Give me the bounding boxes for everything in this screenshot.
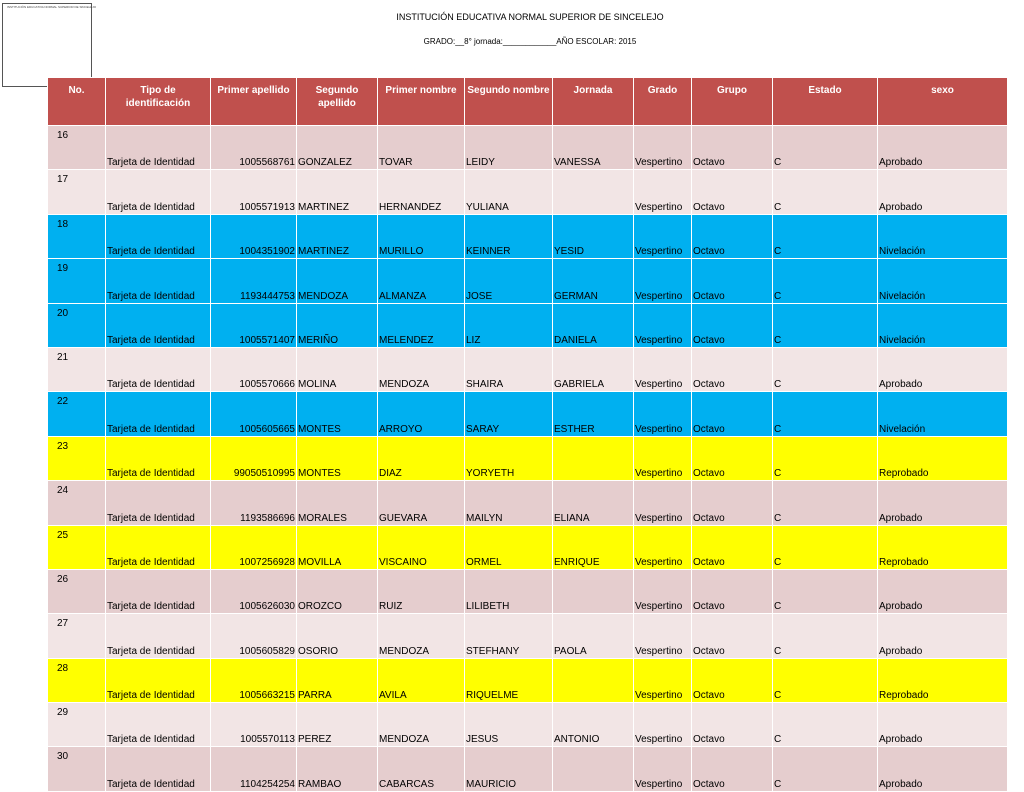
- table-row: [48, 658, 1008, 702]
- cell-jornada: Vespertino: [634, 303, 692, 347]
- cell-jornada: Vespertino: [634, 170, 692, 214]
- cell-id: 1005571913: [211, 170, 297, 214]
- cell-id: 1193586696: [211, 481, 297, 525]
- cell-grupo: C: [773, 170, 878, 214]
- cell-id: 1005570666: [211, 347, 297, 391]
- cell-grado: Octavo: [692, 347, 773, 391]
- cell-segundo-nombre: GERMAN: [553, 259, 634, 303]
- cell-id: 1104254254: [211, 747, 297, 791]
- cell-id: 1193444753: [211, 259, 297, 303]
- cell-id: 1005571407: [211, 303, 297, 347]
- cell-primer-apellido: MARTINEZ: [297, 214, 378, 258]
- cell-estado: Aprobado: [878, 569, 1008, 613]
- cell-no: 20: [48, 303, 106, 347]
- cell-segundo-nombre: [553, 569, 634, 613]
- cell-estado: Aprobado: [878, 170, 1008, 214]
- cell-no: 27: [48, 614, 106, 658]
- cell-tipo: Tarjeta de Identidad: [106, 347, 211, 391]
- cell-segundo-nombre: [553, 170, 634, 214]
- table-header-row: [48, 78, 1008, 126]
- cell-estado: Aprobado: [878, 703, 1008, 747]
- cell-estado: Aprobado: [878, 747, 1008, 791]
- cell-primer-nombre: SHAIRA: [465, 347, 553, 391]
- cell-jornada: Vespertino: [634, 525, 692, 569]
- cell-grupo: C: [773, 436, 878, 480]
- cell-no: 17: [48, 170, 106, 214]
- cell-jornada: Vespertino: [634, 392, 692, 436]
- cell-tipo: Tarjeta de Identidad: [106, 436, 211, 480]
- cell-grupo: C: [773, 259, 878, 303]
- cell-primer-nombre: LIZ: [465, 303, 553, 347]
- cell-segundo-apellido: RUIZ: [378, 569, 465, 613]
- cell-grupo: C: [773, 703, 878, 747]
- cell-segundo-nombre: [553, 436, 634, 480]
- cell-grupo: C: [773, 525, 878, 569]
- cell-id: 1005570113: [211, 703, 297, 747]
- column-header-grupo: Grupo: [692, 78, 773, 126]
- cell-grado: Octavo: [692, 703, 773, 747]
- cell-primer-nombre: MAURICIO: [465, 747, 553, 791]
- cell-jornada: Vespertino: [634, 481, 692, 525]
- cell-id: 1005568761: [211, 126, 297, 170]
- cell-primer-nombre: LEIDY: [465, 126, 553, 170]
- cell-estado: Nivelación: [878, 259, 1008, 303]
- cell-tipo: Tarjeta de Identidad: [106, 658, 211, 702]
- cell-no: 23: [48, 436, 106, 480]
- cell-segundo-apellido: MELENDEZ: [378, 303, 465, 347]
- cell-primer-nombre: ORMEL: [465, 525, 553, 569]
- cell-no: 18: [48, 214, 106, 258]
- cell-jornada: Vespertino: [634, 569, 692, 613]
- cell-segundo-nombre: GABRIELA: [553, 347, 634, 391]
- table-row: [48, 747, 1008, 791]
- cell-id: 99050510995: [211, 436, 297, 480]
- cell-no: 29: [48, 703, 106, 747]
- cell-tipo: Tarjeta de Identidad: [106, 525, 211, 569]
- cell-no: 28: [48, 658, 106, 702]
- cell-grado: Octavo: [692, 126, 773, 170]
- cell-primer-apellido: MENDOZA: [297, 259, 378, 303]
- cell-segundo-nombre: [553, 747, 634, 791]
- cell-jornada: Vespertino: [634, 703, 692, 747]
- cell-grado: Octavo: [692, 214, 773, 258]
- cell-id: 1004351902: [211, 214, 297, 258]
- cell-no: 25: [48, 525, 106, 569]
- cell-primer-nombre: MAILYN: [465, 481, 553, 525]
- cell-segundo-nombre: PAOLA: [553, 614, 634, 658]
- cell-estado: Aprobado: [878, 481, 1008, 525]
- cell-jornada: Vespertino: [634, 126, 692, 170]
- cell-segundo-nombre: ESTHER: [553, 392, 634, 436]
- cell-estado: Nivelación: [878, 392, 1008, 436]
- table-row: [48, 436, 1008, 480]
- cell-estado: Aprobado: [878, 126, 1008, 170]
- cell-segundo-nombre: YESID: [553, 214, 634, 258]
- cell-segundo-apellido: HERNANDEZ: [378, 170, 465, 214]
- cell-primer-apellido: GONZALEZ: [297, 126, 378, 170]
- cell-segundo-apellido: MURILLO: [378, 214, 465, 258]
- cell-primer-apellido: MARTINEZ: [297, 170, 378, 214]
- column-header-segundo-apellido: Segundo apellido: [297, 78, 378, 126]
- cell-grado: Octavo: [692, 658, 773, 702]
- cell-primer-nombre: YULIANA: [465, 170, 553, 214]
- document-title: INSTITUCIÓN EDUCATIVA NORMAL SUPERIOR DE SINCELEJO: [396, 12, 664, 22]
- table-row: [48, 126, 1008, 170]
- cell-segundo-apellido: VISCAINO: [378, 525, 465, 569]
- cell-primer-apellido: PEREZ: [297, 703, 378, 747]
- cell-no: 24: [48, 481, 106, 525]
- cell-jornada: Vespertino: [634, 347, 692, 391]
- cell-grado: Octavo: [692, 481, 773, 525]
- cell-grado: Octavo: [692, 569, 773, 613]
- cell-segundo-nombre: ELIANA: [553, 481, 634, 525]
- cell-grupo: C: [773, 569, 878, 613]
- cell-segundo-apellido: CABARCAS: [378, 747, 465, 791]
- column-header-sexo: sexo: [878, 78, 1008, 126]
- cell-grado: Octavo: [692, 259, 773, 303]
- cell-estado: Reprobado: [878, 658, 1008, 702]
- cell-segundo-nombre: DANIELA: [553, 303, 634, 347]
- cell-segundo-apellido: AVILA: [378, 658, 465, 702]
- cell-id: 1005605829: [211, 614, 297, 658]
- cell-estado: Reprobado: [878, 525, 1008, 569]
- cell-segundo-apellido: MENDOZA: [378, 703, 465, 747]
- cell-grado: Octavo: [692, 392, 773, 436]
- table-row: [48, 170, 1008, 214]
- cell-no: 21: [48, 347, 106, 391]
- cell-primer-apellido: RAMBAO: [297, 747, 378, 791]
- cell-grupo: C: [773, 303, 878, 347]
- cell-no: 19: [48, 259, 106, 303]
- cell-jornada: Vespertino: [634, 658, 692, 702]
- cell-segundo-nombre: ANTONIO: [553, 703, 634, 747]
- cell-no: 16: [48, 126, 106, 170]
- cell-grupo: C: [773, 747, 878, 791]
- cell-estado: Nivelación: [878, 303, 1008, 347]
- cell-id: 1005626030: [211, 569, 297, 613]
- cell-no: 22: [48, 392, 106, 436]
- cell-jornada: Vespertino: [634, 436, 692, 480]
- cell-tipo: Tarjeta de Identidad: [106, 392, 211, 436]
- cell-estado: Reprobado: [878, 436, 1008, 480]
- cell-primer-apellido: MERIÑO: [297, 303, 378, 347]
- cell-tipo: Tarjeta de Identidad: [106, 614, 211, 658]
- cell-no: 26: [48, 569, 106, 613]
- cell-primer-nombre: LILIBETH: [465, 569, 553, 613]
- cell-jornada: Vespertino: [634, 214, 692, 258]
- cell-jornada: Vespertino: [634, 259, 692, 303]
- table-row: [48, 347, 1008, 391]
- cell-segundo-apellido: ARROYO: [378, 392, 465, 436]
- cell-segundo-apellido: ALMANZA: [378, 259, 465, 303]
- column-header-grado: Grado: [634, 78, 692, 126]
- cell-segundo-apellido: GUEVARA: [378, 481, 465, 525]
- cell-no: 30: [48, 747, 106, 791]
- cell-grado: Octavo: [692, 303, 773, 347]
- cell-grado: Octavo: [692, 614, 773, 658]
- cell-segundo-apellido: TOVAR: [378, 126, 465, 170]
- cell-primer-apellido: OROZCO: [297, 569, 378, 613]
- cell-primer-apellido: MONTES: [297, 436, 378, 480]
- table-row: [48, 259, 1008, 303]
- cell-tipo: Tarjeta de Identidad: [106, 303, 211, 347]
- cell-grupo: C: [773, 614, 878, 658]
- cell-tipo: Tarjeta de Identidad: [106, 703, 211, 747]
- column-header-segundo-nombre: Segundo nombre: [465, 78, 553, 126]
- cell-grupo: C: [773, 658, 878, 702]
- cell-jornada: Vespertino: [634, 614, 692, 658]
- cell-grupo: C: [773, 392, 878, 436]
- cell-primer-apellido: MOVILLA: [297, 525, 378, 569]
- cell-primer-nombre: JESUS: [465, 703, 553, 747]
- cell-jornada: Vespertino: [634, 747, 692, 791]
- cell-primer-nombre: SARAY: [465, 392, 553, 436]
- cell-id: 1007256928: [211, 525, 297, 569]
- column-header-primer-apellido: Primer apellido: [211, 78, 297, 126]
- cell-estado: Aprobado: [878, 347, 1008, 391]
- logo-box: [2, 3, 97, 87]
- cell-primer-nombre: YORYETH: [465, 436, 553, 480]
- table-row: [48, 614, 1008, 658]
- cell-grupo: C: [773, 481, 878, 525]
- cell-segundo-nombre: VANESSA: [553, 126, 634, 170]
- cell-grado: Octavo: [692, 525, 773, 569]
- cell-segundo-apellido: MENDOZA: [378, 347, 465, 391]
- cell-grupo: C: [773, 126, 878, 170]
- table-row: [48, 214, 1008, 258]
- cell-primer-apellido: MORALES: [297, 481, 378, 525]
- cell-grupo: C: [773, 347, 878, 391]
- logo-caption: INSTITUCIÓN EDUCATIVA NORMAL SUPERIOR DE SINCELEJO: [7, 5, 97, 9]
- cell-id: 1005663215: [211, 658, 297, 702]
- cell-primer-nombre: STEFHANY: [465, 614, 553, 658]
- column-header-tipo: Tipo de identificación: [106, 78, 211, 126]
- cell-grupo: C: [773, 214, 878, 258]
- document-subtitle: GRADO:__8° jornada:____________AÑO ESCOLAR: 2015: [423, 37, 637, 46]
- cell-grado: Octavo: [692, 170, 773, 214]
- cell-estado: Nivelación: [878, 214, 1008, 258]
- cell-segundo-nombre: ENRIQUE: [553, 525, 634, 569]
- table-row: [48, 525, 1008, 569]
- cell-tipo: Tarjeta de Identidad: [106, 569, 211, 613]
- cell-tipo: Tarjeta de Identidad: [106, 747, 211, 791]
- table-row: [48, 392, 1008, 436]
- cell-primer-nombre: JOSE: [465, 259, 553, 303]
- cell-estado: Aprobado: [878, 614, 1008, 658]
- column-header-primer-nombre: Primer nombre: [378, 78, 465, 126]
- table-row: [48, 703, 1008, 747]
- cell-tipo: Tarjeta de Identidad: [106, 126, 211, 170]
- cell-primer-apellido: MONTES: [297, 392, 378, 436]
- cell-grado: Octavo: [692, 436, 773, 480]
- cell-primer-apellido: PARRA: [297, 658, 378, 702]
- cell-segundo-nombre: [553, 658, 634, 702]
- column-header-jornada: Jornada: [553, 78, 634, 126]
- cell-id: 1005605665: [211, 392, 297, 436]
- cell-tipo: Tarjeta de Identidad: [106, 214, 211, 258]
- table-row: [48, 569, 1008, 613]
- table-row: [48, 303, 1008, 347]
- column-header-estado: Estado: [773, 78, 878, 126]
- cell-grado: Octavo: [692, 747, 773, 791]
- cell-tipo: Tarjeta de Identidad: [106, 170, 211, 214]
- cell-tipo: Tarjeta de Identidad: [106, 481, 211, 525]
- column-header-no: No.: [48, 78, 106, 126]
- cell-primer-nombre: RIQUELME: [465, 658, 553, 702]
- cell-primer-nombre: KEINNER: [465, 214, 553, 258]
- cell-primer-apellido: MOLINA: [297, 347, 378, 391]
- cell-primer-apellido: OSORIO: [297, 614, 378, 658]
- cell-segundo-apellido: MENDOZA: [378, 614, 465, 658]
- cell-segundo-apellido: DIAZ: [378, 436, 465, 480]
- table-row: [48, 481, 1008, 525]
- cell-tipo: Tarjeta de Identidad: [106, 259, 211, 303]
- students-table: [47, 77, 1008, 792]
